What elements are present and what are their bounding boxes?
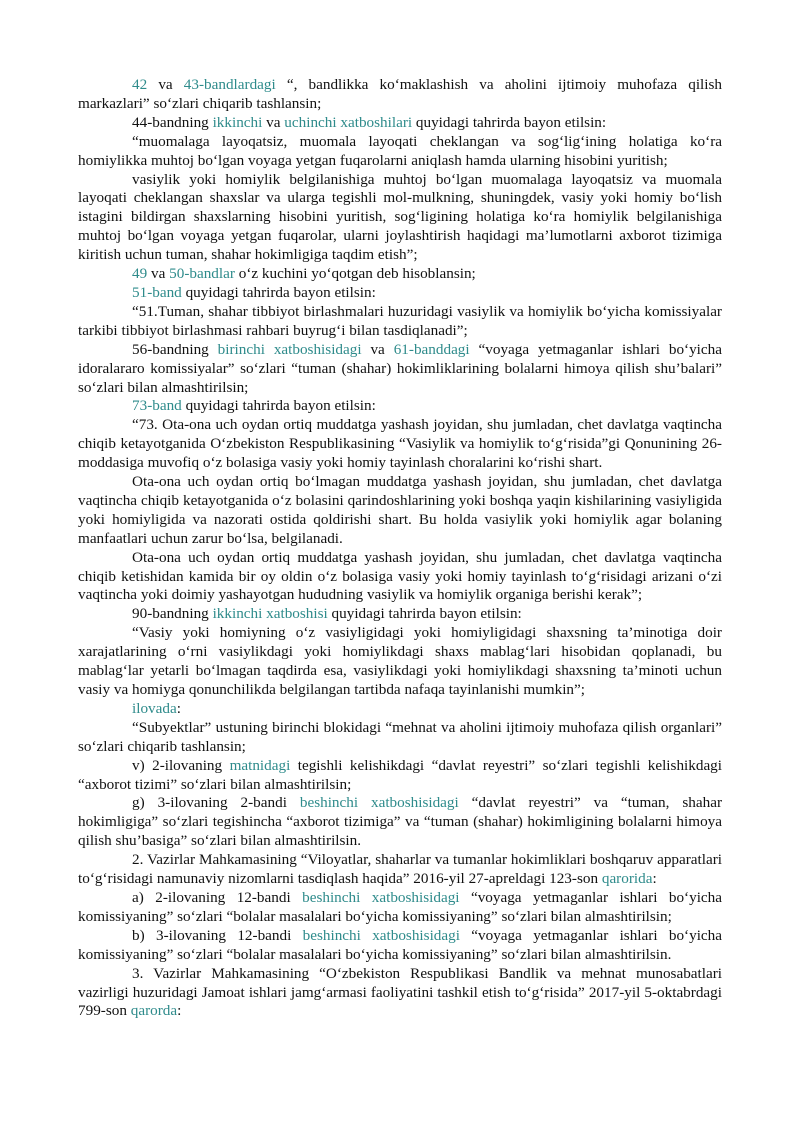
document-link[interactable]: matnidagi <box>229 756 291 774</box>
paragraph <box>78 171 722 266</box>
paragraph-text: va <box>147 265 170 283</box>
document-link[interactable]: 42 <box>132 76 148 93</box>
paragraph-text: “davlat reyestri” va “tuman, shahar hokimligiga” so‘zlari tegishincha “axborot tizimiga” va “tuman (shahar) hokimligining bolalarni himoya qilish shu’basiga” so‘zlari bilan almashtirilsin. <box>78 794 722 850</box>
document-link[interactable]: qarorda <box>130 1002 178 1020</box>
paragraph <box>78 889 722 927</box>
paragraph-text: Ota-ona uch oydan ortiq bo‘lmagan muddatga yashash joyidan, shu jumladan, chet davlatga vaqtincha chiqib ketayotganida o‘z bolasini qarindoshlarining yoki boshqa yaqin kishilarining vasiyligida yoki homiyligida va nazorati ostida qoldirishi shart. Bu holda vasiylik yoki homiylik agar bolaning manfaatlari uchun zarur bo‘lsa, belgilanadi. <box>78 473 722 547</box>
paragraph-text: : <box>177 1002 182 1020</box>
paragraph-text: 56-bandning <box>132 340 218 358</box>
paragraph-text: 90-bandning <box>132 605 213 623</box>
paragraph <box>78 794 722 851</box>
paragraph <box>78 416 722 473</box>
paragraph-text: g) 3-ilovaning 2-bandi <box>132 794 300 812</box>
document-body <box>78 76 722 1021</box>
document-link[interactable]: beshinchi xatboshisidagi <box>302 888 460 906</box>
paragraph <box>78 927 722 965</box>
paragraph-text: 44-bandning <box>132 113 213 131</box>
paragraph <box>78 284 722 303</box>
document-link[interactable]: birinchi xatboshisidagi <box>217 340 362 358</box>
paragraph <box>78 757 722 795</box>
paragraph-text: quyidagi tahrirda bayon etilsin: <box>181 283 376 301</box>
document-link[interactable]: 49 <box>132 265 148 283</box>
paragraph-text: va <box>262 113 285 131</box>
paragraph-text: quyidagi tahrirda bayon etilsin: <box>181 397 376 415</box>
document-link[interactable]: beshinchi xatboshisidagi <box>302 926 460 944</box>
paragraph <box>78 549 722 606</box>
paragraph-text: 2. Vazirlar Mahkamasining “Viloyatlar, shaharlar va tumanlar hokimliklari boshqaruv apparatlari to‘g‘risidagi namunaviy nizomlarni tasdiqlash haqida” 2016-yil 27-apreldagi 123-son <box>78 851 722 888</box>
document-link[interactable]: ikkinchi xatboshisi <box>212 605 328 623</box>
paragraph-text: “, bandlikka ko‘maklashish va aholini ijtimoiy muhofaza qilish markazlari” so‘zlari chiqarib tashlansin; <box>78 76 722 112</box>
paragraph <box>78 265 722 284</box>
paragraph-text: “voyaga yetmaganlar ishlari bo‘yicha komissiyaning” so‘zlari “bolalar masalalari bo‘yicha komissiyaning” so‘zlari bilan almashtirilsin; <box>78 888 723 925</box>
paragraph-text: “51.Tuman, shahar tibbiyot birlashmalari huzuridagi vasiylik va homiylik bo‘yicha komissiyalar tarkibi tibbiyot birlashmasi rahbari buyrug‘i bilan tasdiqlanadi”; <box>78 302 722 339</box>
paragraph-text: va <box>361 340 394 358</box>
document-link[interactable]: 51-band <box>132 283 182 301</box>
document-link[interactable]: 50-bandlar <box>169 265 235 283</box>
paragraph <box>78 605 722 624</box>
paragraph <box>78 397 722 416</box>
document-link[interactable]: 73-band <box>132 397 182 415</box>
document-link[interactable]: 43-bandlardagi <box>183 76 276 93</box>
paragraph-text: “muomalaga layoqatsiz, muomala layoqati cheklangan va sog‘lig‘ining holatiga ko‘ra homiylikka muhtoj bo‘lgan voyaga yetgan fuqarolarni aniqlash hamda ularning hisobini yuritish; <box>78 132 722 169</box>
paragraph <box>78 700 722 719</box>
paragraph-text: “Vasiy yoki homiyning o‘z vasiyligidagi yoki homiyligidagi shaxsning ta’minotiga doir xarajatlarining o‘rni vasiylikdagi yoki homiylikdagi shaxs mablag‘lari hisobidan qoplanadi, bu mablag‘lar yetarli bo‘lmagan taqdirda esa, vasiylikdagi yoki homiylikdagi shaxsning ta’minoti uchun vasiy va homiyga qonunchilikda belgilangan tartibda nafaqa tayinlanishi mumkin”; <box>78 624 722 698</box>
paragraph-text: tegishli kelishikdagi “davlat reyestri” so‘zlari tegishli kelishikdagi “axborot tizimi” so‘zlari bilan almashtirilsin; <box>78 756 722 793</box>
paragraph <box>78 341 722 398</box>
paragraph-text: “voyaga yetmaganlar ishlari bo‘yicha idoralararo komissiyalar” so‘zlari “tuman (shahar) hokimliklarining bolalarni himoya qilish shu’balari” so‘zlari bilan almashtirilsin; <box>78 340 722 396</box>
paragraph-text: v) 2-ilovaning <box>132 756 230 774</box>
paragraph-text: Ota-ona uch oydan ortiq muddatga yashash joyidan, shu jumladan, chet davlatga vaqtincha chiqib ketishidan kamida bir oy oldin o‘z bolasiga vasiy yoki homiy tayinlash to‘g‘risidagi arizani o‘zi vaqtincha yoki doimiy yashayotgan hududning vasiylik va homiylik organiga berishi kerak”; <box>78 548 722 604</box>
paragraph-text: 3. Vazirlar Mahkamasining “O‘zbekiston Respublikasi Bandlik va mehnat munosabatlari vazirligi huzuridagi Jamoat ishlari jamg‘armasi faoliyatini tashkil etish to‘g‘risida” 2017-yil 5-oktabrdagi 799-son <box>78 964 722 1020</box>
paragraph-text: o‘z kuchini yo‘qotgan deb hisoblansin; <box>234 265 476 283</box>
paragraph <box>78 965 722 1022</box>
paragraph <box>78 851 722 889</box>
paragraph-text: “voyaga yetmaganlar ishlari bo‘yicha komissiyaning” so‘zlari “bolalar masalalari bo‘yicha komissiyaning” so‘zlari bilan almashtirilsin. <box>78 926 722 963</box>
document-link[interactable]: ilovada <box>132 699 177 717</box>
paragraph-text: : <box>176 699 181 717</box>
document-link[interactable]: uchinchi xatboshilari <box>284 113 413 131</box>
paragraph <box>78 624 722 700</box>
paragraph <box>78 133 722 171</box>
paragraph-text: va <box>147 76 184 93</box>
paragraph <box>78 303 722 341</box>
paragraph <box>78 719 722 757</box>
document-link[interactable]: ikkinchi <box>212 113 263 131</box>
paragraph-text: “Subyektlar” ustuning birinchi blokidagi “mehnat va aholini ijtimoiy muhofaza qilish organlari” so‘zlari chiqarib tashlansin; <box>78 718 722 755</box>
paragraph-text: “73. Ota-ona uch oydan ortiq muddatga yashash joyidan, shu jumladan, chet davlatga vaqtincha chiqib ketayotganida O‘zbekiston Respublikasining “Vasiylik va homiylik to‘g‘risida”gi Qonunining 26-moddasiga muvofiq o‘z bolasiga vasiy yoki homiy tayinlash choralarini ko‘rishi shart. <box>78 416 722 472</box>
document-link[interactable]: qarorida <box>601 870 653 888</box>
paragraph <box>78 114 722 133</box>
document-link[interactable]: 61-banddagi <box>393 340 470 358</box>
paragraph-text: a) 2-ilovaning 12-bandi <box>132 888 303 906</box>
paragraph-text: quyidagi tahrirda bayon etilsin: <box>412 113 607 131</box>
paragraph-text: quyidagi tahrirda bayon etilsin: <box>327 605 522 623</box>
paragraph-text: b) 3-ilovaning 12-bandi <box>132 926 303 944</box>
paragraph <box>78 76 722 114</box>
paragraph-text: vasiylik yoki homiylik belgilanishiga muhtoj bo‘lgan muomalaga layoqatsiz va muomala layoqati cheklangan shaxslar va ularga tegishli mol-mulkning, shuningdek, vasiy yoki homiy bo‘lish istagini bildirgan shaxslarning hisobini yuritish, sog‘ligining holatiga ko‘ra homiylik belgilanishiga muhtoj bo‘lgan voyaga yetgan fuqarolar, ularni joylashtirish haqidagi ma’lumotlarni axborot tizimiga kiritish uchun tuman, shahar hokimligiga taqdim etish”; <box>78 170 722 264</box>
paragraph-text: : <box>652 870 657 888</box>
document-link[interactable]: beshinchi xatboshisidagi <box>299 794 459 812</box>
paragraph <box>78 473 722 549</box>
